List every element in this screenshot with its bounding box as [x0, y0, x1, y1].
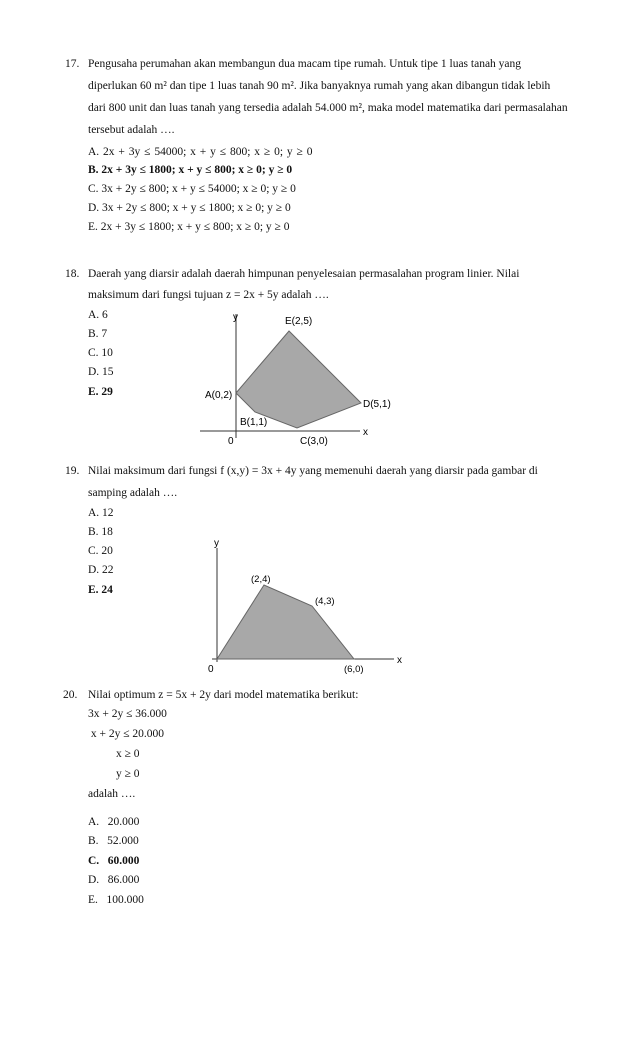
- q20-option-e[interactable]: E. 100.000: [88, 894, 144, 906]
- q18-option-a[interactable]: A. 6: [88, 309, 108, 321]
- q18-option-d[interactable]: D. 15: [88, 366, 114, 378]
- q17-line-3: dari 800 unit dan luas tanah yang tersedia adalah 54.000 m², maka model matematika dari permasalahan: [88, 102, 568, 114]
- q20-option-d[interactable]: D. 86.000: [88, 874, 140, 886]
- q19-origin-label: 0: [208, 664, 214, 675]
- q19-option-d[interactable]: D. 22: [88, 564, 114, 576]
- q20-constraint-3: x ≥ 0: [116, 748, 140, 760]
- q19-x-label: x: [397, 655, 402, 666]
- q18-option-c[interactable]: C. 10: [88, 347, 113, 359]
- q19-option-e[interactable]: E. 24: [88, 584, 113, 596]
- q17-line-2: diperlukan 60 m² dan tipe 1 luas tanah 90 m². Jika banyaknya rumah yang akan dibangun tidak lebih: [88, 80, 551, 92]
- q20-number: 20.: [63, 689, 78, 701]
- q20-constraint-4: y ≥ 0: [116, 768, 140, 780]
- q18-point-c: C(3,0): [300, 436, 328, 447]
- q20-constraint-1: 3x + 2y ≤ 36.000: [88, 708, 167, 720]
- q17-option-b[interactable]: B. 2x + 3y ≤ 1800; x + y ≤ 800; x ≥ 0; y ≥ 0: [88, 164, 293, 176]
- q19-y-label: y: [214, 538, 219, 549]
- q20-closing: adalah ….: [88, 788, 136, 800]
- q18-point-d: D(5,1): [363, 399, 391, 410]
- q19-option-b[interactable]: B. 18: [88, 526, 113, 538]
- q18-line-1: Daerah yang diarsir adalah daerah himpunan penyelesaian permasalahan program linier. Nilai: [88, 268, 520, 280]
- q18-point-e: E(2,5): [285, 316, 313, 327]
- q18-line-2: maksimum dari fungsi tujuan z = 2x + 5y adalah ….: [88, 289, 329, 301]
- q17-option-c[interactable]: C. 3x + 2y ≤ 800; x + y ≤ 54000; x ≥ 0; y ≥ 0: [88, 183, 296, 195]
- q18-feasible-region: [236, 331, 361, 428]
- q17-option-d[interactable]: D. 3x + 2y ≤ 800; x + y ≤ 1800; x ≥ 0; y ≥ 0: [88, 202, 291, 214]
- q18-option-b[interactable]: B. 7: [88, 328, 108, 340]
- q17-line-4: tersebut adalah ….: [88, 124, 175, 136]
- q17-option-e[interactable]: E. 2x + 3y ≤ 1800; x + y ≤ 800; x ≥ 0; y ≥ 0: [88, 221, 290, 233]
- q18-origin-label: 0: [228, 436, 234, 447]
- q18-x-label: x: [363, 427, 368, 438]
- q19-graph: [198, 538, 410, 674]
- q18-point-a: A(0,2): [205, 390, 233, 401]
- q17-option-a[interactable]: A. 2x + 3y ≤ 54000; x + y ≤ 800; x ≥ 0; y ≥ 0: [88, 146, 313, 158]
- q19-point-4-3: (4,3): [315, 596, 335, 607]
- q18-option-e[interactable]: E. 29: [88, 386, 113, 398]
- q18-number: 18.: [65, 268, 80, 280]
- q18-y-label: y: [233, 312, 238, 323]
- q19-number: 19.: [65, 465, 80, 477]
- q20-line: Nilai optimum z = 5x + 2y dari model matematika berikut:: [88, 689, 359, 701]
- q18-point-b: B(1,1): [240, 417, 268, 428]
- q19-option-a[interactable]: A. 12: [88, 507, 114, 519]
- q20-constraint-2: x + 2y ≤ 20.000: [88, 728, 165, 740]
- q17-line-1: Pengusaha perumahan akan membangun dua macam tipe rumah. Untuk tipe 1 luas tanah yang: [88, 58, 522, 70]
- q19-option-c[interactable]: C. 20: [88, 545, 113, 557]
- q20-option-c[interactable]: C. 60.000: [88, 855, 140, 867]
- q17-number: 17.: [65, 58, 80, 70]
- q20-option-b[interactable]: B. 52.000: [88, 835, 139, 847]
- q19-point-6-0: (6,0): [344, 664, 364, 675]
- q19-line-1: Nilai maksimum dari fungsi f (x,y) = 3x + 4y yang memenuhi daerah yang diarsir pada gambar di: [88, 465, 538, 477]
- q19-line-2: samping adalah ….: [88, 487, 178, 499]
- q18-graph: [195, 308, 391, 450]
- q19-point-2-4: (2,4): [251, 574, 271, 585]
- q20-option-a[interactable]: A. 20.000: [88, 816, 140, 828]
